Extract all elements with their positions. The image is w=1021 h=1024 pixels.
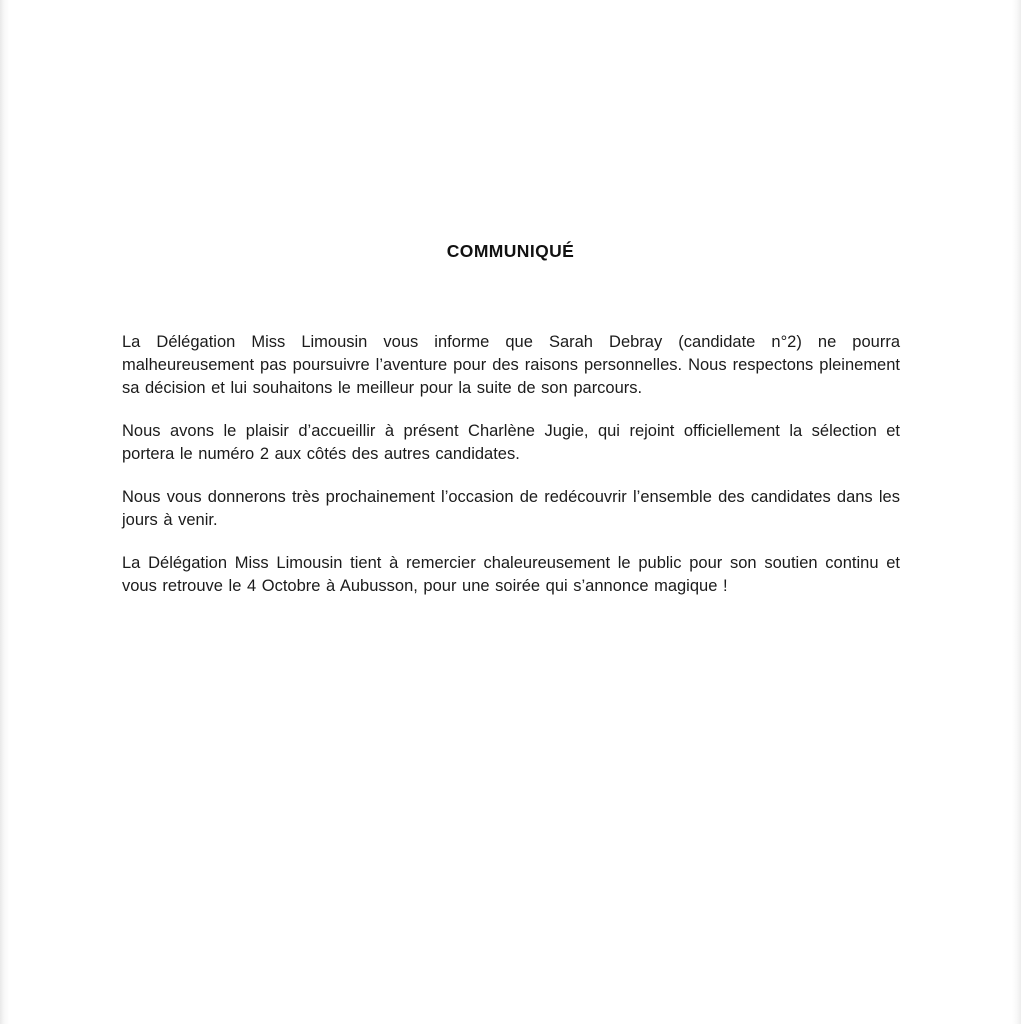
document-title: COMMUNIQUÉ [446, 241, 575, 261]
paragraph-2: Nous avons le plaisir d’accueillir à présent Charlène Jugie, qui rejoint officiellement la sélection et portera le numéro 2 aux côtés des autres candidates. [122, 422, 900, 463]
paragraph-1: La Délégation Miss Limousin vous informe que Sarah Debray (candidate n°2) ne pourra malheureusement pas poursuivre l’aventure pour des raisons personnelles. Nous respectons pleinement sa décision et lui souhaitons le meilleur pour la suite de son parcours. [122, 333, 900, 397]
document-body [122, 331, 900, 618]
paragraph-3: Nous vous donnerons très prochainement l’occasion de redécouvrir l’ensemble des candidates dans les jours à venir. [122, 488, 900, 529]
paragraph-4: La Délégation Miss Limousin tient à remercier chaleureusement le public pour son soutien continu et vous retrouve le 4 Octobre à Aubusson, pour une soirée qui s’annonce magique ! [122, 554, 900, 595]
